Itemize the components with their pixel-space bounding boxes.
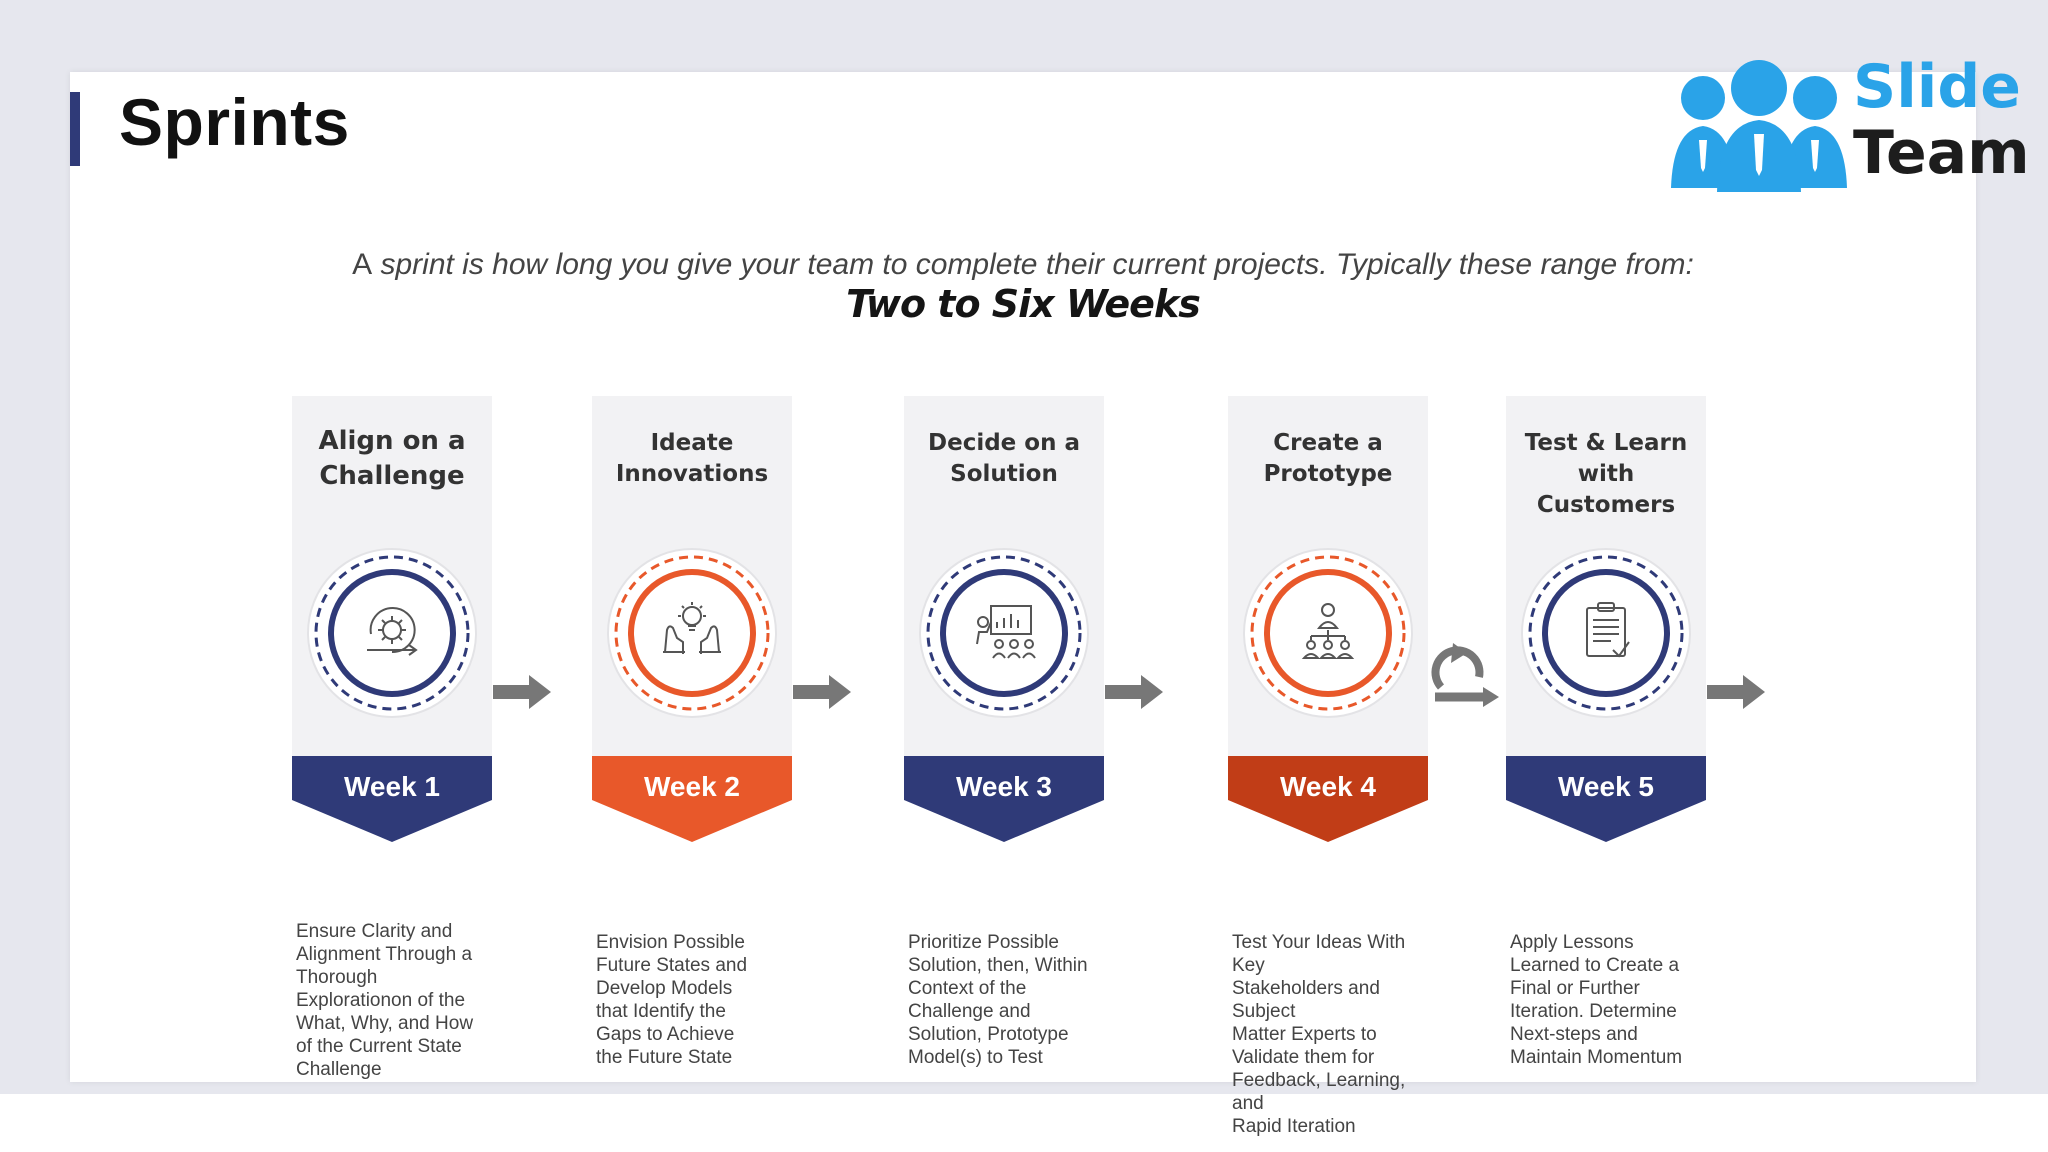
right-arrow-icon	[1707, 673, 1767, 711]
desc-line: Rapid Iteration	[1232, 1116, 1356, 1137]
intro-sentence: sprint is how long you give your team to complete their current projects. Typically these range from:	[380, 248, 1694, 281]
desc-line: that Identify the	[596, 1001, 726, 1022]
step-description	[296, 920, 496, 1081]
right-arrow-icon	[493, 673, 553, 711]
desc-line: Apply Lessons	[1510, 932, 1634, 953]
week-label: Week 5	[1558, 771, 1654, 802]
desc-line: Future States and	[596, 955, 748, 976]
iterate-cycle-arrow-icon	[1427, 637, 1519, 713]
desc-line: Matter Experts to	[1232, 1024, 1377, 1045]
intro-text	[70, 248, 1976, 282]
desc-line: of the Current State	[296, 1036, 462, 1057]
step-icon-badge	[917, 546, 1091, 720]
desc-line: Iteration. Determine	[1510, 1001, 1677, 1022]
desc-line: Solution, Prototype	[908, 1024, 1069, 1045]
desc-line: Model(s) to Test	[908, 1047, 1043, 1068]
duration-highlight: Two to Six Weeks	[846, 282, 1200, 326]
title-accent-bar	[70, 92, 80, 166]
desc-line: Envision Possible	[596, 932, 745, 953]
step-heading	[904, 428, 1104, 490]
desc-line: Ensure Clarity and	[296, 921, 453, 942]
step-heading-line1: Ideate	[650, 430, 734, 456]
desc-line: the Future State	[596, 1047, 733, 1068]
slideteam-logo	[1665, 30, 2048, 200]
desc-line: Feedback, Learning, and	[1232, 1070, 1406, 1114]
step-icon-badge	[305, 546, 479, 720]
step-heading-line2: Challenge	[319, 461, 465, 491]
step-heading	[592, 428, 792, 490]
week-banner	[1506, 756, 1706, 842]
step-icon-badge	[1241, 546, 1415, 720]
desc-line: Alignment Through a	[296, 944, 473, 965]
desc-line: Challenge and	[908, 1001, 1031, 1022]
desc-line: Test Your Ideas With Key	[1232, 932, 1406, 976]
right-arrow-icon	[793, 673, 853, 711]
step-heading-line1: Decide on a	[928, 430, 1080, 456]
window-bottom-band	[0, 1094, 2048, 1152]
step-description	[908, 931, 1108, 1069]
step-heading-line2: Innovations	[615, 461, 769, 487]
slide-canvas	[70, 52, 2030, 1137]
desc-line: Maintain Momentum	[1510, 1047, 1683, 1068]
intro-article: A	[352, 248, 373, 281]
right-arrow-icon	[1105, 673, 1165, 711]
desc-line: What, Why, and How	[296, 1013, 474, 1034]
desc-line: Validate them for	[1232, 1047, 1375, 1068]
week-label: Week 2	[644, 771, 740, 802]
desc-line: Develop Models	[596, 978, 733, 999]
step-description	[1510, 931, 1710, 1069]
step-heading	[1506, 428, 1706, 521]
desc-line: Thorough	[296, 967, 378, 988]
desc-line: Solution, then, Within	[908, 955, 1088, 976]
week-banner	[1228, 756, 1428, 842]
desc-line: Explorationon of the	[296, 990, 466, 1011]
week-banner	[904, 756, 1104, 842]
logo-line-slide: Slide	[1853, 52, 2021, 122]
step-heading	[292, 424, 492, 494]
desc-line: Next-steps and	[1510, 1024, 1638, 1045]
step-heading-line1: Test & Learn	[1524, 430, 1688, 456]
step-description	[596, 931, 796, 1069]
step-heading-line2: Prototype	[1263, 461, 1393, 487]
desc-line: Final or Further	[1510, 978, 1640, 999]
step-heading-line2: Solution	[950, 461, 1058, 487]
week-label: Week 4	[1280, 771, 1376, 802]
desc-line: Learned to Create a	[1510, 955, 1680, 976]
step-heading-line1: Align on a	[318, 426, 466, 456]
step-heading-line2: with Customers	[1536, 461, 1676, 518]
desc-line: Stakeholders and Subject	[1232, 978, 1380, 1022]
week-banner	[592, 756, 792, 842]
desc-line: Prioritize Possible	[908, 932, 1059, 953]
slide-title: Sprints	[119, 85, 350, 159]
week-label: Week 3	[956, 771, 1052, 802]
step-heading-line1: Create a	[1273, 430, 1383, 456]
logo-line-team: Team	[1853, 118, 2030, 188]
team-people-icon	[1665, 30, 1855, 200]
step-heading	[1228, 428, 1428, 490]
step-description	[1232, 931, 1432, 1138]
week-banner	[292, 756, 492, 842]
desc-line: Gaps to Achieve	[596, 1024, 735, 1045]
desc-line: Challenge	[296, 1059, 382, 1080]
step-icon-badge	[605, 546, 779, 720]
desc-line: Context of the	[908, 978, 1027, 999]
week-label: Week 1	[344, 771, 440, 802]
step-icon-badge	[1519, 546, 1693, 720]
